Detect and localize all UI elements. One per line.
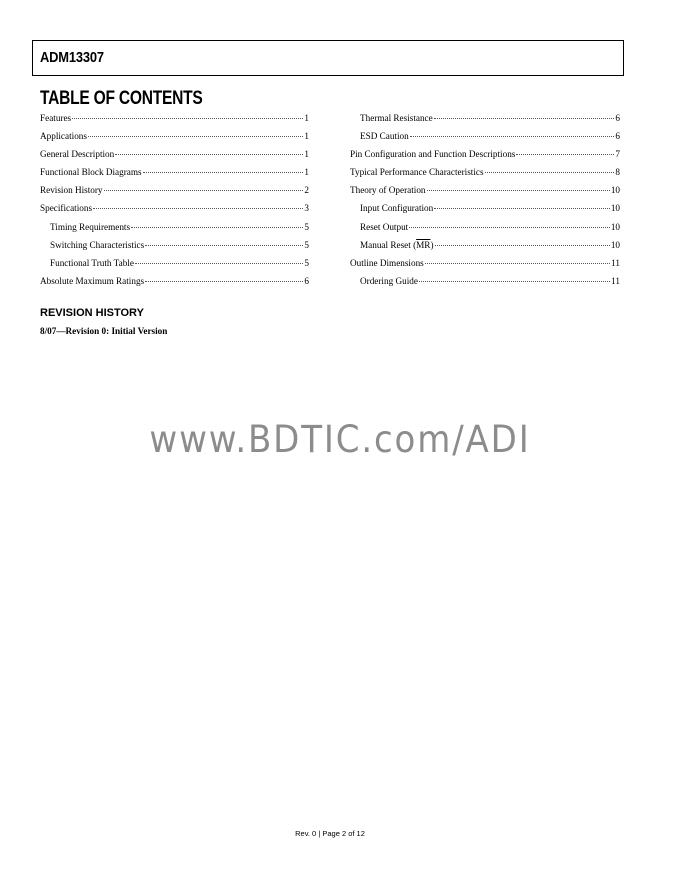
toc-dot-leader	[115, 153, 303, 155]
toc-entry-label: Ordering Guide	[360, 275, 418, 286]
toc-entry[interactable]	[40, 236, 309, 254]
toc-dot-leader	[409, 226, 610, 228]
toc-left-column	[40, 109, 309, 290]
toc-entry-label: Specifications	[40, 203, 93, 214]
toc-title: TABLE OF CONTENTS	[40, 88, 203, 109]
toc-entry[interactable]	[40, 109, 309, 127]
toc-entry[interactable]	[350, 254, 620, 272]
toc-entry[interactable]	[40, 218, 309, 236]
toc-dot-leader	[145, 280, 303, 282]
part-number: ADM13307	[40, 49, 104, 66]
toc-dot-leader	[135, 262, 303, 264]
toc-entry-page: 1	[304, 167, 309, 178]
toc-entry-page: 10	[610, 203, 620, 214]
revision-history-entry: 8/07—Revision 0: Initial Version	[40, 326, 168, 336]
toc-entry-page: 11	[611, 275, 620, 286]
toc-entry[interactable]	[350, 109, 620, 127]
toc-entry-page: 5	[304, 239, 309, 250]
toc-entry-page: 1	[304, 149, 309, 160]
page-footer: Rev. 0 | Page 2 of 12	[295, 829, 365, 838]
toc-entry[interactable]	[40, 127, 309, 145]
toc-entry-label: Typical Performance Characteristics	[350, 167, 484, 178]
toc-entry-label: Input Configuration	[360, 203, 434, 214]
toc-dot-leader	[485, 171, 615, 173]
toc-entry-page: 6	[615, 113, 620, 123]
toc-dot-leader	[434, 207, 610, 209]
toc-entry[interactable]	[40, 145, 309, 163]
toc-entry-label: Timing Requirements	[50, 221, 131, 232]
toc-entry[interactable]	[350, 127, 620, 145]
toc-entry-page: 5	[304, 221, 309, 232]
toc-dot-leader	[425, 262, 610, 264]
toc-entry-label: Functional Block Diagrams	[40, 167, 142, 178]
toc-dot-leader	[143, 171, 304, 173]
toc-entry-label: Features	[40, 113, 72, 123]
toc-entry-label: Switching Characteristics	[50, 239, 145, 250]
toc-entry-page: 3	[304, 203, 309, 214]
toc-entry-label: Applications	[40, 131, 87, 142]
toc-dot-leader	[427, 189, 610, 191]
toc-entry-label: Theory of Operation	[350, 185, 426, 196]
toc-entry-label: Reset Output	[360, 221, 409, 232]
toc-dot-leader	[516, 153, 614, 155]
toc-entry[interactable]	[350, 181, 620, 199]
toc-entry-page: 6	[304, 275, 309, 286]
toc-entry[interactable]	[350, 272, 620, 290]
toc-entry-label: Thermal Resistance	[360, 113, 433, 123]
toc-entry-label: Revision History	[40, 185, 103, 196]
toc-entry[interactable]	[40, 199, 309, 217]
revision-history-heading: REVISION HISTORY	[40, 307, 144, 319]
toc-entry[interactable]	[40, 181, 309, 199]
toc-entry[interactable]	[350, 163, 620, 181]
toc-entry[interactable]	[350, 236, 620, 254]
toc-dot-leader	[88, 135, 303, 137]
toc-dot-leader	[410, 135, 615, 137]
toc-entry-page: 10	[610, 239, 620, 250]
toc-dot-leader	[72, 117, 303, 119]
toc-entry-label: Absolute Maximum Ratings	[40, 275, 145, 286]
toc-dot-leader	[131, 226, 303, 228]
toc-entry-page: 10	[610, 185, 620, 196]
toc-dot-leader	[434, 117, 615, 119]
toc-entry-label: Functional Truth Table	[50, 257, 134, 268]
toc-dot-leader	[435, 244, 610, 246]
toc-entry-label: Manual Reset $(\overline{MR})$	[360, 239, 434, 250]
toc-entry-overline-text: $\overline{MR}$	[416, 239, 431, 250]
toc-entry-label: Outline Dimensions	[350, 257, 424, 268]
toc-entry-page: 5	[304, 257, 309, 268]
toc-dot-leader	[145, 244, 303, 246]
toc-entry-page: 8	[615, 167, 620, 178]
toc-entry-label: ESD Caution	[360, 131, 409, 142]
toc-entry-page: 1	[304, 113, 309, 123]
toc-entry-page: 7	[615, 149, 620, 160]
toc-entry[interactable]	[350, 199, 620, 217]
toc-entry[interactable]	[40, 163, 309, 181]
toc-entry[interactable]	[350, 145, 620, 163]
toc-dot-leader	[93, 207, 303, 209]
watermark: www.BDTIC.com/ADI	[149, 418, 531, 461]
toc-entry-page: 2	[304, 185, 309, 196]
toc-dot-leader	[104, 189, 304, 191]
toc-right-column	[350, 109, 620, 290]
document-header	[32, 40, 624, 76]
toc-entry-page: 6	[615, 131, 620, 142]
toc-entry[interactable]	[350, 218, 620, 236]
toc-dot-leader	[419, 280, 610, 282]
toc-entry-page: 10	[610, 221, 620, 232]
toc-entry-page: 11	[611, 257, 620, 268]
toc-entry-label: Pin Configuration and Function Descriptions	[350, 149, 516, 160]
toc-entry[interactable]	[40, 254, 309, 272]
toc-entry[interactable]	[40, 272, 309, 290]
toc-entry-page: 1	[304, 131, 309, 142]
toc-entry-label: General Description	[40, 149, 115, 160]
